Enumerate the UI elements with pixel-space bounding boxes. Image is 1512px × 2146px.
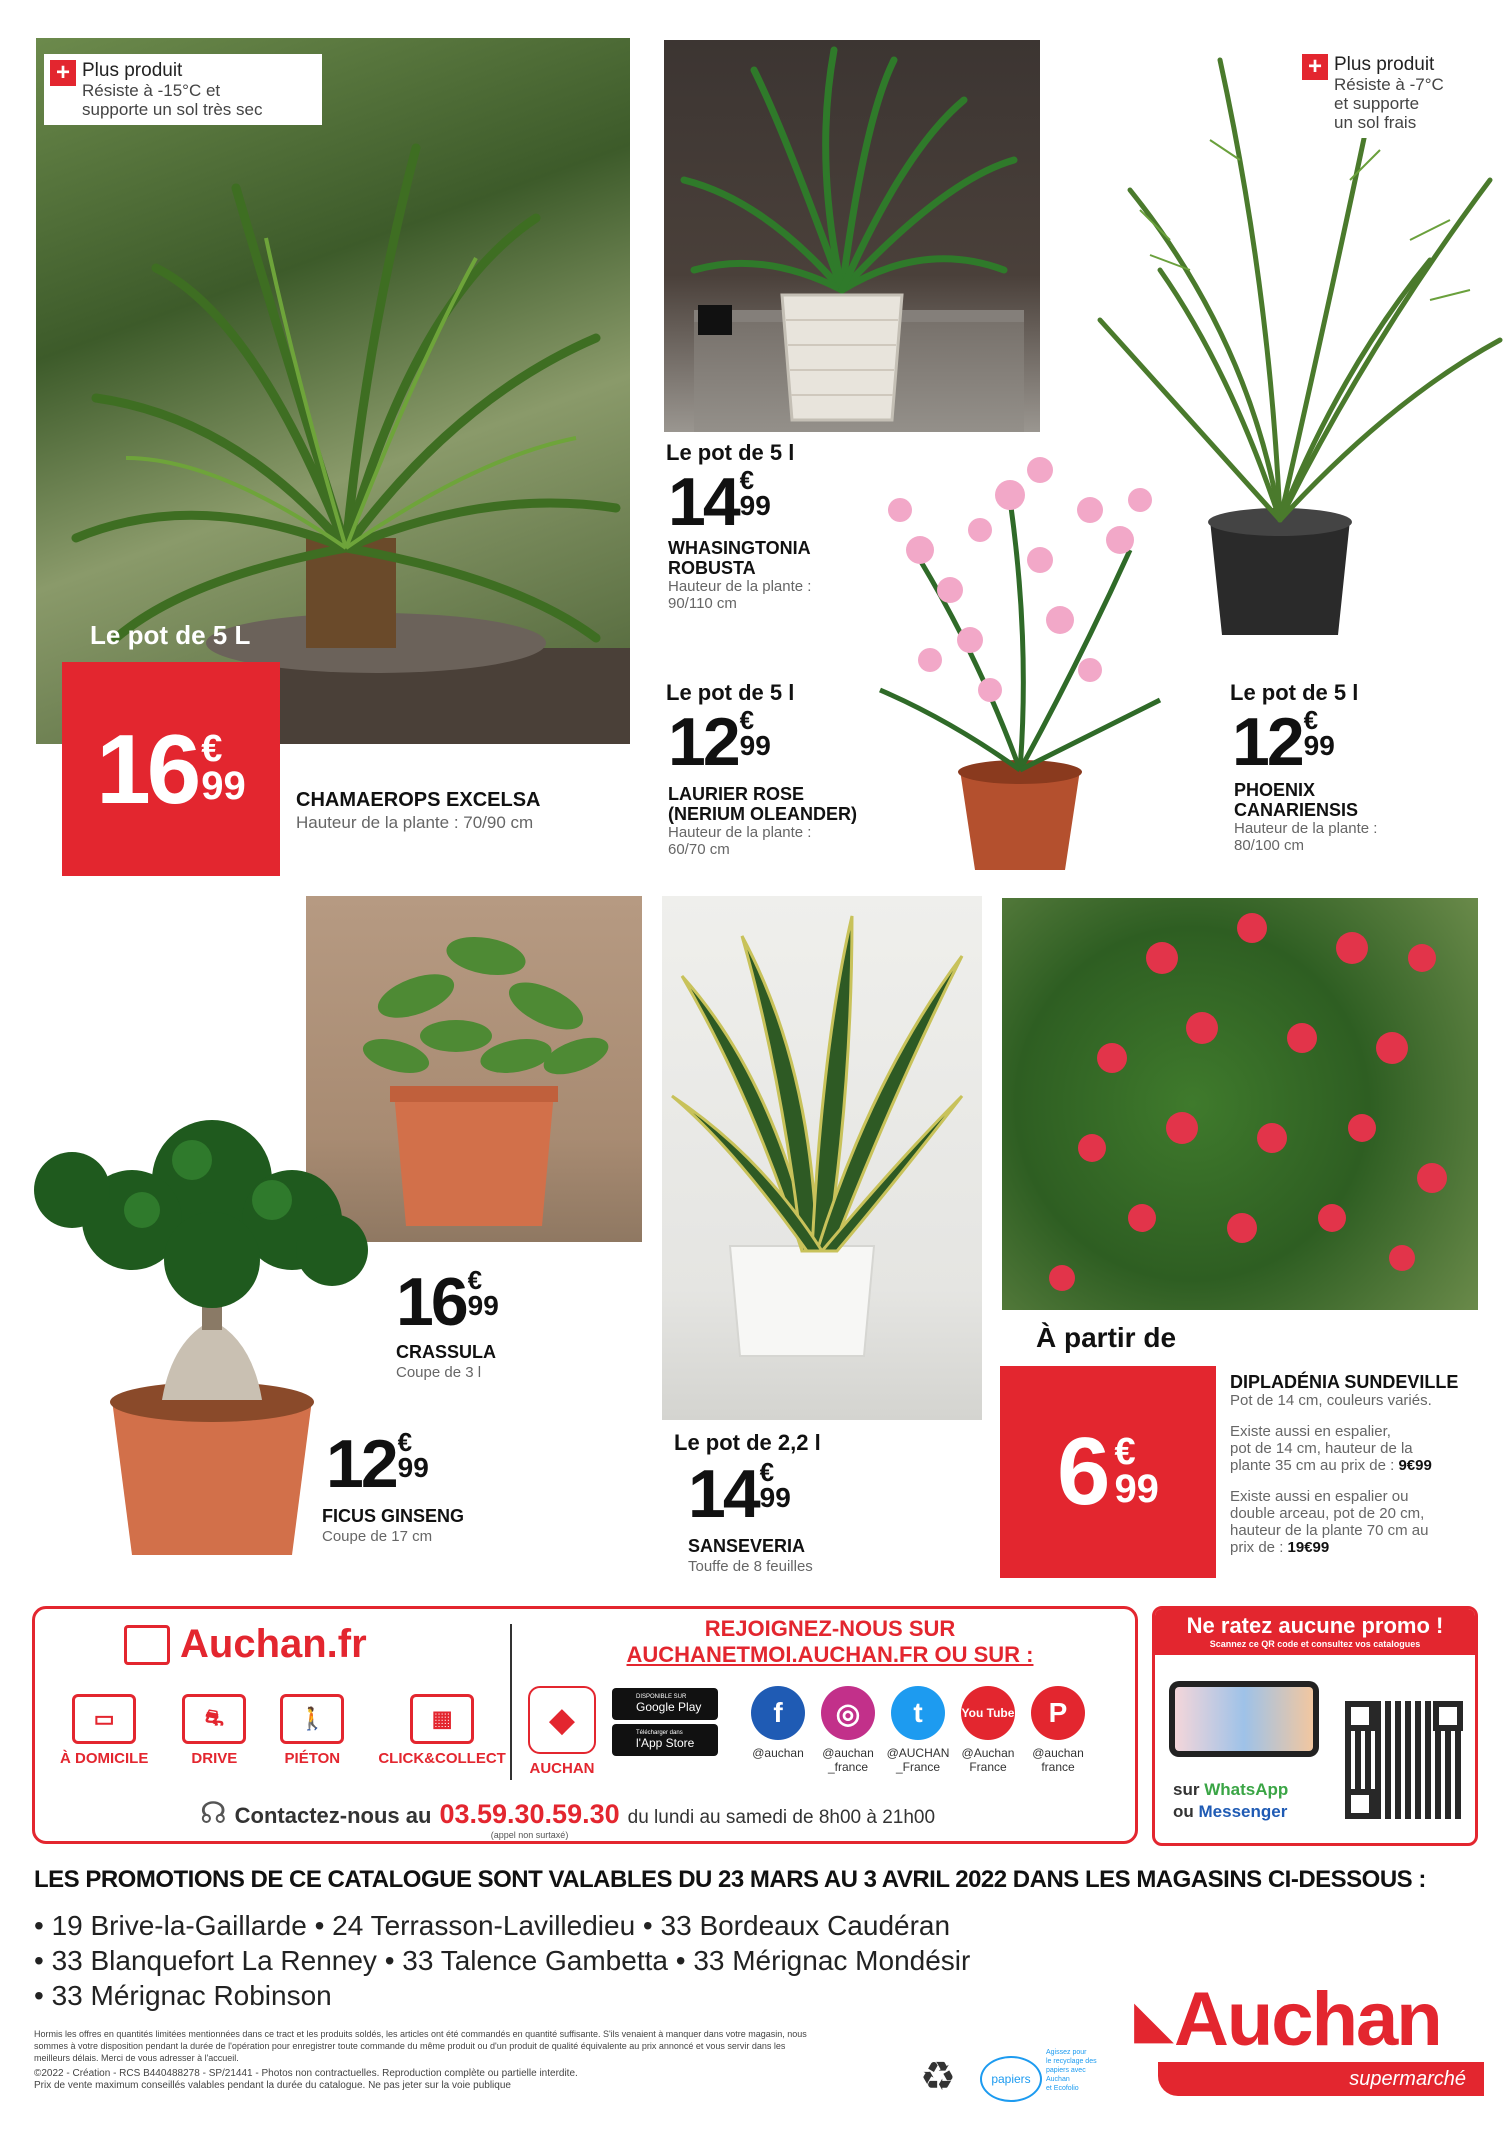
instagram-icon: ◎ <box>821 1686 875 1740</box>
google-play-button[interactable] <box>612 1688 718 1720</box>
price <box>1232 704 1335 780</box>
product-extra: plante 35 cm au prix de : <box>1230 1457 1395 1474</box>
product-name: CRASSULA <box>396 1342 497 1362</box>
price-int: 12 <box>326 1426 396 1502</box>
messenger-link[interactable]: Messenger <box>1198 1802 1288 1821</box>
product-name: (NERIUM OLEANDER) <box>668 804 857 824</box>
service-label: À DOMICILE <box>60 1750 149 1767</box>
plus-icon: + <box>50 60 76 86</box>
social-handle: _france <box>827 1760 869 1774</box>
recycle-line: et Ecofolio <box>1046 2085 1079 2092</box>
sanseveria-illustration <box>662 896 982 1420</box>
price-int: 16 <box>96 713 198 824</box>
legal-line: meilleurs délais. Merci de vous adresser à l'accueil. <box>34 2053 239 2063</box>
price <box>668 704 771 780</box>
brand-name: Auchan <box>1174 1977 1441 2062</box>
pot-label: Le pot de 2,2 l <box>674 1430 821 1455</box>
social-handle: france <box>1041 1760 1075 1774</box>
price-currency: € <box>739 705 755 735</box>
product-extra: Existe aussi en espalier ou <box>1230 1488 1409 1505</box>
service-drive[interactable] <box>182 1694 246 1767</box>
bird-icon: ◣ <box>1134 1991 1174 2049</box>
service-domicile[interactable] <box>60 1694 148 1767</box>
plus-desc: un sol frais <box>1334 113 1417 132</box>
laptop-icon <box>124 1625 170 1665</box>
social-handle: @auchan <box>822 1746 874 1760</box>
price-int: 16 <box>396 1264 466 1340</box>
promo-header <box>1155 1609 1475 1655</box>
price-currency: € <box>467 1265 483 1295</box>
price-cents: 99 <box>397 1452 429 1483</box>
recycle-line: Agissez pour <box>1046 2049 1087 2056</box>
product-name: ROBUSTA <box>668 558 756 578</box>
apple-small: Télécharger dans <box>636 1730 683 1736</box>
apple-label: l'App Store <box>636 1736 695 1750</box>
whatsapp-link[interactable]: WhatsApp <box>1204 1780 1289 1799</box>
price-block <box>62 662 280 876</box>
product-desc: 90/110 cm <box>668 595 737 612</box>
sanseveria-photo <box>662 896 982 1420</box>
product-extra: double arceau, pot de 20 cm, <box>1230 1505 1425 1522</box>
store-line: • 33 Mérignac Robinson <box>34 1980 332 2011</box>
recycle-line: papiers avec <box>1046 2067 1086 2074</box>
auchan-app-icon: ◆ <box>528 1686 596 1754</box>
product-extra: prix de : <box>1230 1539 1284 1556</box>
brand-tagline: supermarché <box>1349 2067 1466 2090</box>
dipladenia-illustration <box>1002 898 1478 1310</box>
phone-number[interactable]: 03.59.30.59.30 <box>439 1799 620 1829</box>
price <box>326 1426 429 1502</box>
price <box>688 1456 791 1532</box>
social-handle: @AUCHAN <box>886 1746 950 1760</box>
price-currency: € <box>201 728 223 770</box>
divider <box>510 1624 512 1780</box>
auchan-app[interactable] <box>528 1686 596 1777</box>
promo-title: Ne ratez aucune promo ! <box>1186 1613 1444 1638</box>
locker-icon: ▦ <box>410 1694 474 1744</box>
service-label: DRIVE <box>191 1750 238 1767</box>
phone-mockup <box>1169 1681 1319 1757</box>
qr-code[interactable] <box>1345 1701 1463 1819</box>
price-cents: 99 <box>1114 1467 1159 1511</box>
plus-desc: Résiste à -15°C et <box>82 81 221 100</box>
plus-title: Plus produit <box>1334 54 1435 75</box>
price-currency: € <box>739 465 755 495</box>
google-small: DISPONIBLE SUR <box>636 1694 687 1700</box>
price-int: 14 <box>688 1456 758 1532</box>
service-click-collect[interactable] <box>378 1694 506 1767</box>
product-desc: Hauteur de la plante : 70/90 cm <box>296 813 534 832</box>
product-desc: Touffe de 8 feuilles <box>688 1558 813 1575</box>
product-name: SANSEVERIA <box>688 1536 806 1556</box>
social-twitter[interactable] <box>886 1686 950 1774</box>
promo-panel <box>1152 1606 1478 1846</box>
socials-row <box>746 1686 1090 1774</box>
plus-desc: Résiste à -7°C <box>1334 75 1444 94</box>
social-pinterest[interactable] <box>1026 1686 1090 1774</box>
product-desc: Hauteur de la plante : <box>1234 820 1378 837</box>
price-currency: € <box>1114 1431 1136 1473</box>
join-link[interactable]: AUCHANETMOI.AUCHAN.FR OU SUR : <box>626 1642 1034 1667</box>
pot-label: Le pot de 5 L <box>90 620 251 650</box>
twitter-icon: t <box>891 1686 945 1740</box>
legal-line: ©2022 - Création - RCS B440488278 - SP/21441 - Photos non contractuelles. Reproduction complète ou partielle interdite. <box>34 2068 578 2079</box>
recycle-icon: ♻ <box>920 2055 956 2099</box>
price-int: 12 <box>1232 704 1302 780</box>
services-row <box>60 1694 506 1767</box>
store-line: • 33 Blanquefort La Renney • 33 Talence Gambetta • 33 Mérignac Mondésir <box>34 1945 971 1976</box>
plus-icon: + <box>1302 54 1328 80</box>
recycle-line: Auchan <box>1046 2076 1070 2083</box>
pot-label: Le pot de 5 l <box>666 440 795 465</box>
legal-line: sommes à votre disposition pendant la durée de l'opération pour enregistrer toute commande du même produit ou d'un produit de qualité équivalente au prix annoncé et vous servir dans les <box>34 2041 786 2051</box>
price-currency: € <box>1303 705 1319 735</box>
phone-note: (appel non surtaxé) <box>490 1830 569 1840</box>
facebook-icon: f <box>751 1686 805 1740</box>
price-cents: 99 <box>759 1482 791 1513</box>
product-desc: Hauteur de la plante : <box>668 824 812 841</box>
validity-text: LES PROMOTIONS DE CE CATALOGUE SONT VALABLES DU 23 MARS AU 3 AVRIL 2022 DANS LES MAGASINS CI-DESSOUS : <box>34 1866 1426 1893</box>
papiers-label: papiers <box>991 2072 1031 2086</box>
service-label: CLICK&COLLECT <box>378 1750 506 1767</box>
contact-text: Contactez-nous au <box>234 1803 432 1828</box>
product-extra: pot de 14 cm, hauteur de la <box>1230 1440 1413 1457</box>
service-pieton[interactable] <box>280 1694 344 1767</box>
price-cents: 99 <box>739 490 771 521</box>
contact-line <box>200 1796 935 1840</box>
join-title: REJOIGNEZ-NOUS SUR <box>704 1616 956 1641</box>
social-handle: France <box>969 1760 1007 1774</box>
walker-icon: 🚶 <box>280 1694 344 1744</box>
social-facebook[interactable] <box>746 1686 810 1774</box>
whatsapp-prefix: sur <box>1173 1780 1200 1799</box>
price-cents: 99 <box>1303 730 1335 761</box>
messenger-prefix: ou <box>1173 1802 1194 1821</box>
plus-desc: supporte un sol très sec <box>82 100 263 119</box>
legal-line: Hormis les offres en quantités limitées mentionnées dans ce tract et les produits soldés, les articles ont été commandés en quantité suffisante. S'ils venaient à manquer dans votre magasin, nous <box>34 2029 807 2039</box>
price-block <box>1000 1366 1216 1578</box>
price <box>668 464 771 540</box>
papiers-logo <box>980 2056 1042 2102</box>
social-handle: _France <box>895 1760 941 1774</box>
price-currency: € <box>759 1457 775 1487</box>
legal-line: Prix de vente maximum conseillés valables pendant la durée du catalogue. Ne pas jeter sur la voie publique <box>34 2080 511 2091</box>
product-desc: Coupe de 3 l <box>396 1364 482 1381</box>
product-desc: 60/70 cm <box>668 841 730 858</box>
app-store-button[interactable] <box>612 1724 718 1756</box>
product-name: DIPLADÉNIA SUNDEVILLE <box>1230 1372 1459 1392</box>
product-name: LAURIER ROSE <box>668 784 805 804</box>
product-name: WHASINGTONIA <box>668 538 811 558</box>
social-youtube[interactable] <box>956 1686 1020 1774</box>
store-list <box>34 1908 970 2013</box>
product-name: FICUS GINSENG <box>322 1506 465 1526</box>
social-instagram[interactable] <box>816 1686 880 1774</box>
product-extra: Existe aussi en espalier, <box>1230 1423 1391 1440</box>
plus-produit-badge <box>1296 48 1472 138</box>
product-desc: Hauteur de la plante : <box>668 578 812 595</box>
product-extra: hauteur de la plante 70 cm au <box>1230 1522 1429 1539</box>
pot-label: Le pot de 5 l <box>1230 680 1359 705</box>
plus-title: Plus produit <box>82 60 183 81</box>
price-int: 14 <box>668 464 738 540</box>
washingtonia-photo <box>664 40 1040 432</box>
brand-tagline-bar <box>1158 2062 1484 2096</box>
product-name: PHOENIX <box>1234 780 1316 800</box>
car-icon: ⛐ <box>182 1694 246 1744</box>
youtube-icon: You Tube <box>961 1686 1015 1740</box>
contact-hours: du lundi au samedi de 8h00 à 21h00 <box>627 1807 936 1828</box>
extra-price: 9€99 <box>1398 1457 1432 1474</box>
product-desc: Coupe de 17 cm <box>322 1528 433 1545</box>
dipladenia-photo <box>1002 898 1478 1310</box>
auchan-fr-logo[interactable] <box>124 1622 367 1667</box>
store-line: • 19 Brive-la-Gaillarde • 24 Terrasson-Lavilledieu • 33 Bordeaux Caudéran <box>34 1910 951 1941</box>
pot-label: Le pot de 5 l <box>666 680 795 705</box>
extra-price: 19€99 <box>1287 1539 1330 1556</box>
headset-icon: ☊ <box>200 1797 227 1830</box>
recycle-note <box>1046 2048 1097 2093</box>
social-handle: @Auchan <box>961 1746 1015 1760</box>
price-int: 6 <box>1057 1418 1111 1525</box>
product-desc: 80/100 cm <box>1234 837 1305 854</box>
product-desc: Pot de 14 cm, couleurs variés. <box>1230 1392 1432 1409</box>
price-cents: 99 <box>739 730 771 761</box>
price-cents: 99 <box>201 764 246 808</box>
plus-desc: et supporte <box>1334 94 1420 113</box>
social-handle: @auchan <box>1032 1746 1084 1760</box>
price-currency: € <box>397 1427 413 1457</box>
palm-pot-illustration <box>664 40 1040 432</box>
product-name: CHAMAEROPS EXCELSA <box>296 789 541 811</box>
social-handle: @auchan <box>752 1746 804 1760</box>
product-name: CANARIENSIS <box>1234 800 1359 820</box>
pinterest-icon: P <box>1031 1686 1085 1740</box>
price-int: 12 <box>668 704 738 780</box>
price-cents: 99 <box>467 1290 499 1321</box>
auchan-brand-logo <box>1134 1977 1484 2096</box>
site-name: Auchan.fr <box>180 1622 367 1666</box>
recycle-line: le recyclage des <box>1046 2058 1097 2065</box>
ficus-illustration <box>12 1070 372 1570</box>
plus-produit-badge <box>44 54 322 125</box>
service-label: PIÉTON <box>284 1750 341 1767</box>
a-partir-de: À partir de <box>1036 1322 1177 1353</box>
google-label: Google Play <box>636 1700 702 1714</box>
app-label: AUCHAN <box>529 1760 595 1777</box>
legal-text <box>34 2028 934 2092</box>
promo-subtitle: Scannez ce QR code et consultez vos catalogues <box>1209 1639 1421 1649</box>
truck-icon: ▭ <box>72 1694 136 1744</box>
price <box>396 1264 499 1340</box>
